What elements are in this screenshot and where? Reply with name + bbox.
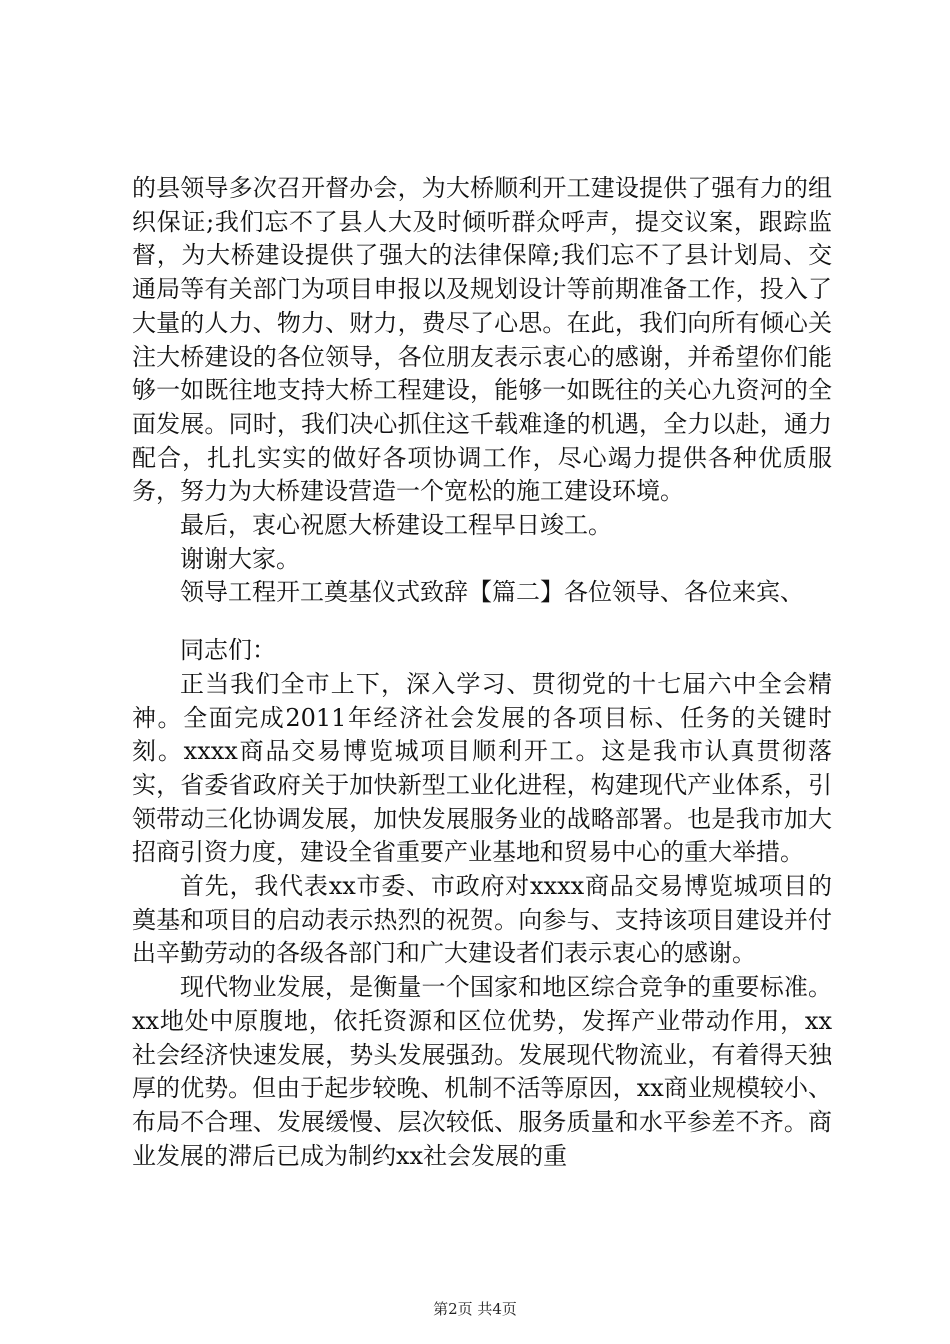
paragraph: 首先，我代表xx市委、市政府对xxxx商品交易博览城项目的奠基和项目的启动表示热烈的祝贺。向参与、支持该项目建设并付出辛勤劳动的各级各部门和广大建设者们表示衷心的感谢。 bbox=[132, 872, 832, 968]
paragraph: 的县领导多次召开督办会，为大桥顺利开工建设提供了强有力的组织保证;我们忘不了县人大及时倾听群众呼声，提交议案，跟踪监督，为大桥建设提供了强大的法律保障;我们忘不了县计划局、交通局等有关部门为项目申报以及规划设计等前期准备工作，投入了大量的人力、物力、财力，费尽了心思。在此，我们向所有倾心关注大桥建设的各位领导，各位朋友表示衷心的感谢，并希望你们能够一如既往地支持大桥工程建设，能够一如既往的关心九资河的全面发展。同时，我们决心抓住这千载难逢的机遇，全力以赴，通力配合，扎扎实实的做好各项协调工作，尽心竭力提供各种优质服务，努力为大桥建设营造一个宽松的施工建设环境。 bbox=[132, 174, 832, 506]
paragraph: 正当我们全市上下，深入学习、贯彻党的十七届六中全会精神。全面完成2011年经济社会发展的各项目标、任务的关键时刻。xxxx商品交易博览城项目顺利开工。这是我市认真贯彻落实，省委省政府关于加快新型工业化进程，构建现代产业体系，引领带动三化协调发展，加快发展服务业的战略部署。也是我市加大招商引资力度，建设全省重要产业基地和贸易中心的重大举措。 bbox=[132, 669, 832, 867]
salutation: 同志们： bbox=[180, 636, 276, 665]
paragraph: 最后，衷心祝愿大桥建设工程早日竣工。 bbox=[180, 511, 612, 540]
paragraph: 谢谢大家。 bbox=[180, 544, 300, 573]
page-number-footer: 第2页 共4页 bbox=[433, 1300, 517, 1318]
paragraph-gap bbox=[132, 610, 832, 634]
paragraph: 现代物业发展，是衡量一个国家和地区综合竞争的重要标准。xx地处中原腹地，依托资源和区位优势，发挥产业带动作用，xx社会经济快速发展，势头发展强劲。发展现代物流业，有着得天独厚的优势。但由于起步较晚、机制不活等原因，xx商业规模较小、布局不合理、发展缓慢、层次较低、服务质量和水平参差不齐。商业发展的滞后已成为制约xx社会发展的重 bbox=[132, 973, 832, 1170]
section-heading-paragraph: 领导工程开工奠基仪式致辞【篇二】各位领导、各位来宾、 bbox=[180, 578, 804, 607]
document-body bbox=[132, 172, 832, 1173]
